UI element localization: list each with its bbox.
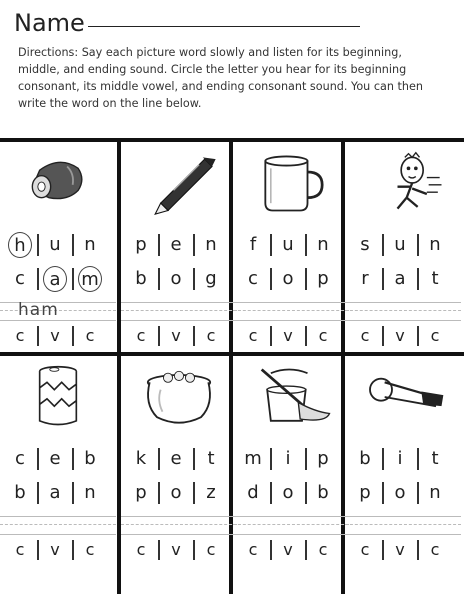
letter-divider: [72, 234, 74, 256]
letter-divider: [270, 482, 272, 504]
letter-choice[interactable]: b: [135, 268, 147, 289]
letter-divider: [193, 268, 195, 290]
letter-divider: [382, 326, 384, 346]
letter-divider: [270, 326, 272, 346]
can-icon: [8, 364, 108, 430]
writing-line-base[interactable]: [0, 534, 116, 535]
name-label: Name: [14, 9, 85, 37]
letter-divider: [37, 448, 39, 470]
letter-choice[interactable]: o: [170, 482, 182, 503]
letter-row: [121, 326, 237, 346]
letter-choice[interactable]: v: [395, 326, 405, 345]
letter-divider: [37, 482, 39, 504]
writing-line-mid: [233, 310, 349, 311]
letter-row: [233, 232, 349, 258]
letter-choice[interactable]: e: [170, 448, 182, 469]
writing-line-top: [345, 516, 461, 517]
letter-choice[interactable]: o: [170, 268, 182, 289]
letter-row: [233, 326, 349, 346]
letter-divider: [417, 326, 419, 346]
letter-choice[interactable]: c: [15, 268, 25, 289]
writing-line-top: [345, 302, 461, 303]
word-card: [0, 356, 116, 566]
letter-choice[interactable]: n: [317, 234, 329, 255]
letter-divider: [193, 482, 195, 504]
writing-line-base[interactable]: [233, 320, 349, 321]
word-card: [233, 142, 349, 352]
word-card: [121, 356, 237, 566]
letter-choice[interactable]: e: [170, 234, 182, 255]
word-card: [233, 356, 349, 566]
letter-choice[interactable]: n: [205, 234, 217, 255]
letter-divider: [417, 540, 419, 560]
letter-choice[interactable]: z: [206, 482, 216, 503]
letter-divider: [270, 268, 272, 290]
letter-choice[interactable]: c: [248, 268, 258, 289]
letter-choice[interactable]: c: [318, 540, 328, 559]
letter-choice[interactable]: d: [247, 482, 259, 503]
runner-icon: [353, 150, 453, 216]
letter-divider: [305, 326, 307, 346]
letter-choice[interactable]: a: [43, 266, 67, 292]
letter-divider: [382, 234, 384, 256]
letter-divider: [158, 326, 160, 346]
letter-row: [0, 266, 116, 292]
letter-choice[interactable]: c: [360, 540, 370, 559]
letter-choice[interactable]: c: [15, 540, 25, 559]
pen-icon: [129, 150, 229, 216]
writing-line-top: [0, 516, 116, 517]
letter-choice[interactable]: n: [429, 234, 441, 255]
letter-choice[interactable]: b: [14, 482, 26, 503]
letter-choice[interactable]: c: [15, 326, 25, 345]
mop-icon: [241, 364, 341, 430]
letter-divider: [417, 234, 419, 256]
letter-divider: [417, 268, 419, 290]
letter-divider: [37, 540, 39, 560]
letter-divider: [305, 482, 307, 504]
letter-divider: [382, 540, 384, 560]
letter-choice[interactable]: m: [244, 448, 262, 469]
letter-row: [121, 232, 237, 258]
letter-row: [345, 232, 461, 258]
letter-choice[interactable]: r: [361, 268, 369, 289]
letter-choice[interactable]: m: [78, 266, 102, 292]
writing-line-mid: [121, 524, 237, 525]
ham-icon: [8, 150, 108, 216]
letter-divider: [270, 234, 272, 256]
letter-choice[interactable]: n: [429, 482, 441, 503]
pin-icon: [353, 364, 453, 430]
letter-divider: [158, 540, 160, 560]
letter-choice[interactable]: p: [359, 482, 371, 503]
letter-row: [233, 266, 349, 292]
letter-choice[interactable]: p: [135, 234, 147, 255]
letter-choice[interactable]: v: [283, 326, 293, 345]
letter-choice[interactable]: c: [15, 448, 25, 469]
letter-divider: [305, 448, 307, 470]
letter-divider: [305, 540, 307, 560]
letter-divider: [37, 268, 39, 290]
letter-choice[interactable]: v: [283, 540, 293, 559]
writing-line-base[interactable]: [0, 320, 116, 321]
letter-divider: [305, 268, 307, 290]
worksheet-grid: [0, 138, 464, 594]
letter-choice[interactable]: v: [171, 540, 181, 559]
letter-choice[interactable]: t: [207, 448, 215, 469]
letter-choice[interactable]: p: [135, 482, 147, 503]
letter-row: [233, 446, 349, 472]
letter-choice[interactable]: n: [84, 234, 96, 255]
letter-row: [233, 540, 349, 560]
letter-choice[interactable]: v: [395, 540, 405, 559]
letter-choice[interactable]: p: [317, 268, 329, 289]
writing-line-base[interactable]: [345, 320, 461, 321]
letter-divider: [158, 482, 160, 504]
letter-divider: [193, 326, 195, 346]
letter-divider: [270, 540, 272, 560]
letter-row: [0, 480, 116, 506]
writing-line-base[interactable]: [233, 534, 349, 535]
letter-choice[interactable]: s: [360, 234, 370, 255]
letter-choice[interactable]: u: [394, 234, 406, 255]
letter-choice[interactable]: a: [49, 482, 61, 503]
letter-choice[interactable]: c: [136, 326, 146, 345]
letter-divider: [270, 448, 272, 470]
letter-divider: [72, 326, 74, 346]
writing-line-top: [233, 302, 349, 303]
name-line[interactable]: [88, 26, 360, 27]
letter-choice[interactable]: i: [397, 448, 403, 469]
mug-icon: [241, 150, 341, 216]
letter-row: [345, 266, 461, 292]
letter-choice[interactable]: p: [317, 448, 329, 469]
letter-divider: [158, 448, 160, 470]
letter-choice[interactable]: c: [85, 540, 95, 559]
writing-line-mid: [233, 524, 349, 525]
letter-choice[interactable]: e: [49, 448, 61, 469]
letter-choice[interactable]: c: [248, 326, 258, 345]
word-card: [345, 142, 461, 352]
writing-line-top: [121, 516, 237, 517]
letter-divider: [382, 482, 384, 504]
letter-choice[interactable]: a: [394, 268, 406, 289]
letter-divider: [72, 540, 74, 560]
writing-line-base[interactable]: [121, 320, 237, 321]
letter-row: [121, 540, 237, 560]
letter-row: [121, 446, 237, 472]
letter-divider: [72, 482, 74, 504]
letter-divider: [417, 482, 419, 504]
writing-line-mid: [121, 310, 237, 311]
letter-row: [345, 446, 461, 472]
letter-divider: [37, 326, 39, 346]
writing-line-top: [121, 302, 237, 303]
word-card: [345, 356, 461, 566]
letter-divider: [193, 540, 195, 560]
written-word: ham: [18, 300, 59, 320]
word-card: [0, 142, 116, 352]
writing-line-mid: [345, 524, 461, 525]
writing-line-mid: [0, 524, 116, 525]
letter-choice[interactable]: c: [248, 540, 258, 559]
letter-choice[interactable]: b: [84, 448, 96, 469]
letter-choice[interactable]: o: [282, 268, 294, 289]
letter-divider: [72, 448, 74, 470]
letter-choice[interactable]: b: [317, 482, 329, 503]
letter-choice[interactable]: g: [205, 268, 217, 289]
letter-choice[interactable]: o: [282, 482, 294, 503]
letter-choice[interactable]: c: [206, 540, 216, 559]
letter-row: [0, 446, 116, 472]
letter-row: [0, 540, 116, 560]
letter-divider: [417, 448, 419, 470]
letter-row: [0, 232, 116, 258]
letter-choice[interactable]: o: [394, 482, 406, 503]
letter-divider: [382, 268, 384, 290]
letter-row: [345, 326, 461, 346]
letter-row: [121, 266, 237, 292]
letter-choice[interactable]: h: [8, 232, 32, 258]
letter-divider: [37, 234, 39, 256]
letter-divider: [382, 448, 384, 470]
letter-choice[interactable]: f: [249, 234, 257, 255]
letter-row: [0, 326, 116, 346]
letter-divider: [158, 268, 160, 290]
letter-choice[interactable]: v: [50, 326, 60, 345]
letter-choice[interactable]: i: [285, 448, 291, 469]
letter-choice[interactable]: c: [318, 326, 328, 345]
letter-row: [233, 480, 349, 506]
letter-choice[interactable]: n: [84, 482, 96, 503]
writing-line-base[interactable]: [345, 534, 461, 535]
letter-row: [345, 540, 461, 560]
writing-line-mid: [345, 310, 461, 311]
letter-divider: [158, 234, 160, 256]
letter-choice[interactable]: t: [431, 448, 439, 469]
letter-divider: [305, 234, 307, 256]
letter-choice[interactable]: c: [85, 326, 95, 345]
word-card: [121, 142, 237, 352]
letter-choice[interactable]: c: [136, 540, 146, 559]
letter-choice[interactable]: k: [135, 448, 147, 469]
letter-choice[interactable]: v: [171, 326, 181, 345]
letter-choice[interactable]: b: [359, 448, 371, 469]
letter-divider: [72, 268, 74, 290]
pot-icon: [129, 364, 229, 430]
writing-line-base[interactable]: [121, 534, 237, 535]
letter-choice[interactable]: c: [206, 326, 216, 345]
directions-text: Directions: Say each picture word slowly and listen for its beginning, middle, and ending sound. Circle the letter you hear for its beginning consonant, its middle vowel, and ending consonant sound. You can then write the word on the line below.: [18, 46, 423, 110]
letter-choice[interactable]: c: [430, 326, 440, 345]
letter-divider: [193, 234, 195, 256]
name-row: [14, 8, 85, 38]
letter-row: [121, 480, 237, 506]
letter-choice[interactable]: c: [360, 326, 370, 345]
letter-choice[interactable]: u: [282, 234, 294, 255]
letter-choice[interactable]: v: [50, 540, 60, 559]
letter-row: [345, 480, 461, 506]
letter-divider: [193, 448, 195, 470]
writing-line-top: [233, 516, 349, 517]
letter-choice[interactable]: t: [431, 268, 439, 289]
letter-choice[interactable]: u: [49, 234, 61, 255]
letter-choice[interactable]: c: [430, 540, 440, 559]
